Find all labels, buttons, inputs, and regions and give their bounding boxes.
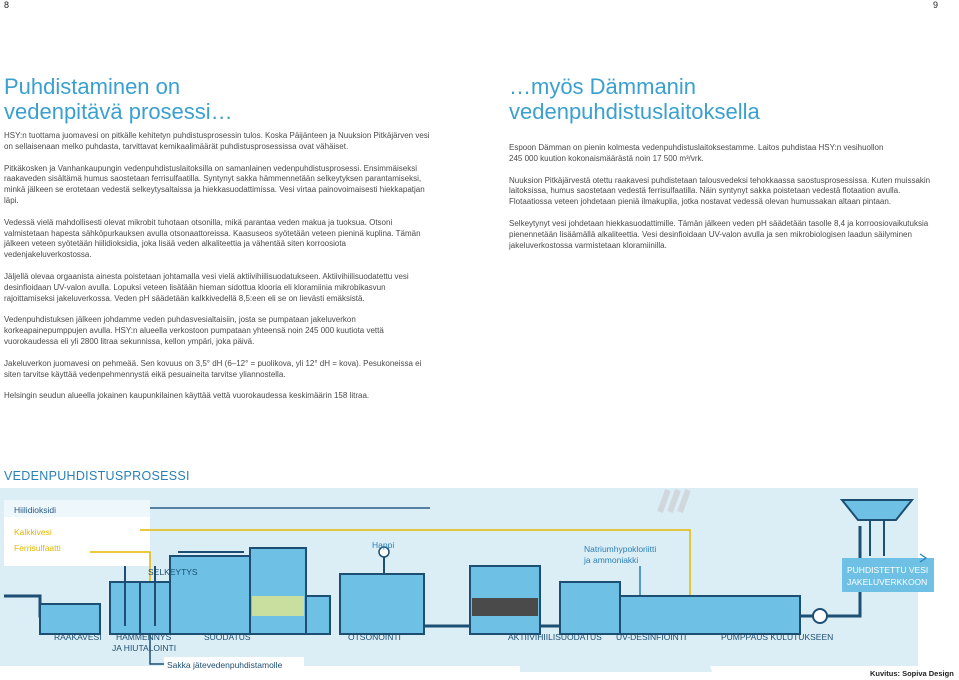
sakka-label: Sakka jätevedenpuhdistamolle — [167, 660, 283, 670]
carbon-layer — [472, 598, 538, 616]
stage-pumppaus: PUMPPAUS KULUTUKSEEN — [721, 632, 834, 642]
stage-otsonointi: OTSONOINTI — [348, 632, 401, 642]
puhdistettu-label-2: JAKELUVERKKOON — [847, 577, 928, 587]
right-paragraph-1b: 245 000 kuution kokonaismäärästä noin 17 500 m³/vrk. — [509, 153, 704, 163]
chem-ferrisulfaatti-label: Ferrisulfaatti — [14, 543, 61, 553]
stage-hammennys-2: JA HIUTALOINTI — [112, 643, 177, 653]
right-title-line2: vedenpuhdistuslaitoksella — [509, 99, 760, 124]
credit-label: Kuvitus: — [870, 669, 900, 678]
chem-hiilidioksidi-label: Hiilidioksidi — [14, 505, 57, 515]
illustration-credit — [870, 669, 954, 678]
otsonointi-tank — [340, 574, 424, 634]
happi-label: Happi — [372, 540, 395, 550]
stage-suodatus: SUODATUS — [204, 632, 251, 642]
process-diagram — [0, 486, 959, 680]
raakavesi-basin — [40, 604, 100, 634]
sand-filter-layer — [252, 596, 304, 616]
suodatus-tank — [250, 548, 306, 634]
right-title — [509, 74, 760, 124]
natriumhypokloriitti-label-1: Natriumhypokloriitti — [584, 544, 657, 554]
right-paragraph-1 — [509, 143, 941, 165]
right-title-line1: …myös Dämmanin — [509, 74, 697, 99]
selkeytys-label: SELKEYTYS — [148, 567, 198, 577]
credit-name: Sopiva Design — [902, 669, 954, 678]
uv-light-icon — [660, 490, 688, 512]
puhdistettu-label-1: PUHDISTETTU VESI — [847, 565, 929, 575]
stage-uv: UV-DESINFIOINTI — [616, 632, 687, 642]
right-paragraph-3: Selkeytynyt vesi johdetaan hiekkasuodattimille. Tämän jälkeen veden pH säädetään tasolle 8,4 ja korroosiovaikutuksia pienennetään lisäämällä alkaliteettia. Vesi desinfioidaan UV-valon avulla ja sen mikrobiologisen laadun säilyminen jakeluverkostossa varmistetaan kloramiinilla. — [509, 218, 929, 250]
left-column — [4, 131, 432, 413]
left-title — [4, 74, 233, 124]
natriumhypokloriitti-label-2: ja ammoniakki — [584, 555, 639, 565]
right-paragraph-1a: Espoon Dämman on pienin kolmesta vedenpuhdistuslaitoksestamme. Laitos puhdistaa HSY:n vesihuollon — [509, 143, 884, 152]
stage-hammennys-1: HÄMMENNYS — [116, 632, 172, 642]
puhdasvesiallas — [620, 596, 800, 634]
right-paragraph-2: Nuuksion Pitkäjärvestä otettu raakavesi puhdistetaan talousvedeksi tehokkaassa saostusprosessissa. Kuten muissakin laitoksissa, humus saostetaan vedestä ferrisulfaatilla. Näin syntynyt sakka poistetaan vedestä flotaation avulla. Flotaatiossa veteen johdetaan pieniä ilmakuplia, jotka nostavat vedessä olevan humussakan altaan pintaan. — [509, 175, 931, 207]
page-number-right: 9 — [933, 0, 939, 10]
uv-unit — [560, 582, 620, 634]
pump-icon — [813, 609, 827, 623]
diagram-title: VEDENPUHDISTUSPROSESSI — [4, 469, 190, 483]
left-paragraph-1: HSY:n tuottama juomavesi on pitkälle kehitetyn puhdistusprosessin tulos. Koska Päijänteen ja Nuuksion Pitkäjärven vesi on sellaisenaan melko puhdasta, tarvittavat kemikaalimäärät puhdistusprosessissa ovat vähäiset. — [4, 131, 430, 151]
left-paragraph-5: Vedenpuhdistuksen jälkeen johdamme veden puhdasvesialtaisiin, josta se pumpataan jakeluverkon korkeapainepumppujen avulla. HSY:n alueella verkostoon pumpataan yhteensä noin 245 000 kuutiota vettä vuorokaudessa eli yli 2800 litraa sekunnissa, kellon ympäri, joka päivä. — [4, 315, 384, 346]
stage-raakavesi: RAAKAVESI — [54, 632, 102, 642]
left-paragraph-2: Pitkäkosken ja Vanhankaupungin vedenpuhdistuslaitoksilla on samanlainen vedenpuhdistusprosessi. Ensimmäiseksi raakaveden sisältämä humus saostetaan ferrisulfaatilla. Syntynyt sakka hämmennetään selkeytyksen parantamiseksi, minkä jälkeen se erotetaan vedestä selkeytysaltaissa ja hiekkasuodattimissa. Vesi virtaa painovoimaisesti hiekkapatjan läpi. — [4, 163, 425, 205]
right-column — [509, 143, 941, 262]
left-paragraph-6: Jakeluverkon juomavesi on pehmeää. Sen kovuus on 3,5° dH (6–12° = puolikova, yli 12° dH = kova). Pesukoneissa ei siten tarvitse käyttää vedenpehmennystä eikä pesuaineita tarvitse yliannostella. — [4, 358, 422, 379]
chem-kalkkivesi-label: Kalkkivesi — [14, 527, 52, 537]
left-paragraph-4: Jäljellä olevaa orgaanista ainesta poistetaan johtamalla vesi vielä aktiivihiilisuodatukseen. Aktiivihiilisuodatettu vesi desinfioidaan UV-valon avulla. Lopuksi veteen lisätään hieman sidottua klooria eli kloramiinia mikrobikasvun rajoittamiseksi jakeluverkossa. Veden pH säädetään kalkkivedellä 8,5:een eli se on lievästi emäksistä. — [4, 271, 409, 303]
left-paragraph-3: Vedessä vielä mahdollisesti olevat mikrobit tuhotaan otsonilla, mikä parantaa veden makua ja tuoksua. Otsoni valmistetaan hapesta sähköpurkauksen avulla otsonaattoreissa. Kaasuseos syötetään veteen pieninä kuplina. Tämän jälkeen veteen syötetään hiilidioksidia, joka lisää veden alkaliteettia ja vähentää siten korroosiota vedenjakeluverkostossa. — [4, 217, 421, 260]
left-title-line1: Puhdistaminen on — [4, 74, 181, 99]
left-paragraph-7: Helsingin seudun alueella jokainen kaupunkilainen käyttää vettä vuorokaudessa keskimäärin 158 litraa. — [4, 391, 370, 401]
stage-aktiivihiili: AKTIIVIHIILISUODATUS — [508, 632, 602, 642]
page-number-left: 8 — [4, 0, 10, 10]
left-title-line2: vedenpitävä prosessi… — [4, 99, 233, 124]
